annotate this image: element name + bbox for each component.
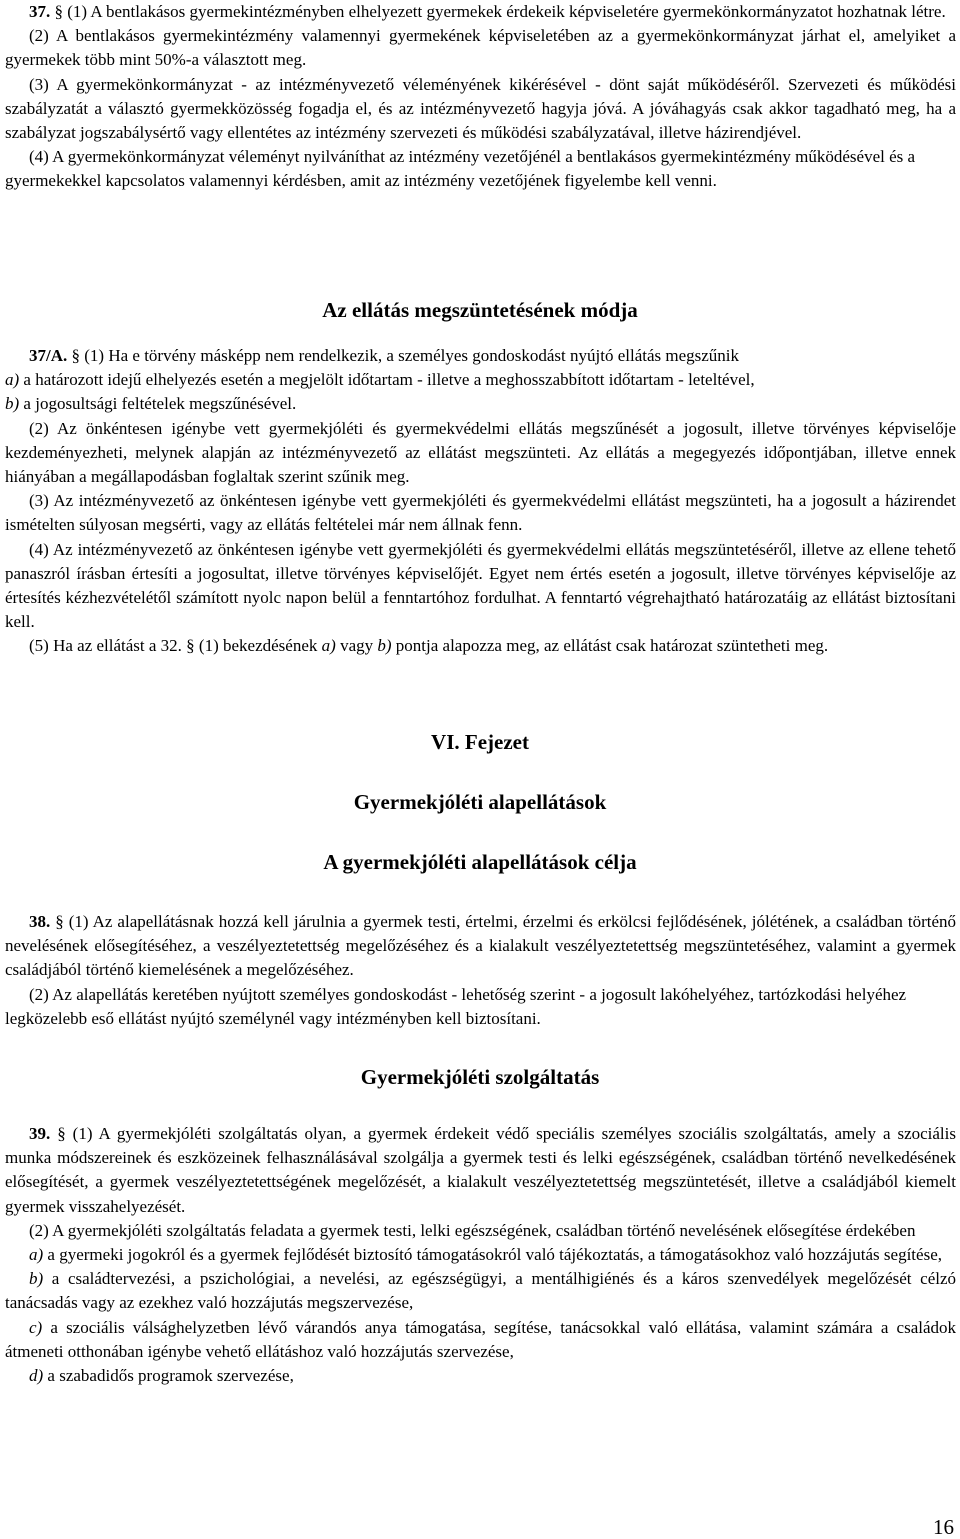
section-number: 38. bbox=[29, 912, 51, 931]
section-39-point-c: c) a szociális válsághelyzetben lévő várandós anya támogatása, segítése, tanácsokkal való ellátása, valamint számára a családok átmeneti otthonában igénybe vehető ellátáshoz való hozzájutás szervezése, bbox=[5, 1317, 957, 1361]
section-38-paragraph-1: 38. § (1) Az alapellátásnak hozzá kell járulnia a gyermek testi, értelmi, érzelmi és erkölcsi fejlődésének, jólétének, a családban történő nevelésének elősegítéséhez, a veszélyeztetettség megelőzéséhez és a kialakult veszélyeztetettség megszüntetéséhez, valamint a gyermek családjából történő kiemelésének a megelőzéséhez. bbox=[5, 912, 957, 980]
section-37a bbox=[5, 344, 956, 659]
section-37a-paragraph-1: 37/A. § (1) Ha e törvény másképp nem rendelkezik, a személyes gondoskodást nyújtó ellátás megszűnik bbox=[29, 346, 740, 365]
section-39-point-a: a) a gyermeki jogokról és a gyermek fejlődését biztosító támogatásokról való tájékoztatás, a támogatásokhoz való hozzájutás segítése, bbox=[29, 1245, 942, 1265]
section-number: 39. bbox=[29, 1124, 51, 1143]
section-37-paragraph-3: (3) A gyermekönkormányzat - az intézményvezető véleményének kikérésével - dönt saját működéséről. Szervezeti és működési szabályzatát a választó gyermekközösség fogadja el, és az intézményvezető hagyja jóvá. A jóváhagyás csak akkor tagadható meg, ha a szabályzat jogszabálysértő vagy ellentétes az intézmény szervezeti és működési szabályzatával, illetve házirendjével. bbox=[5, 74, 956, 143]
heading-ellatas-megszuntetese: Az ellátás megszüntetésének módja bbox=[322, 298, 638, 322]
section-37-paragraph-2: (2) A bentlakásos gyermekintézmény valamennyi gyermekének képviseletében az a gyermekönkormányzat járhat el, amelyiket a gyermekek több mint 50%-a választott meg. bbox=[5, 26, 956, 70]
section-37a-paragraph-5: (5) Ha az ellátást a 32. § (1) bekezdésének a) vagy b) pontja alapozza meg, az ellátást csak határozat szüntetheti meg. bbox=[29, 636, 829, 656]
section-39-paragraph-2: (2) A gyermekjóléti szolgáltatás feladata a gyermek testi, lelki egészségének, családban történő nevelésének elősegítése érdekében bbox=[29, 1220, 916, 1240]
section-39-point-d: d) a szabadidős programok szervezése, bbox=[29, 1366, 294, 1386]
section-37a-paragraph-2: (2) Az önkéntesen igénybe vett gyermekjóléti és gyermekvédelmi ellátás megszűnését a jogosult, illetve törvényes képviselője kezdeményezheti, melynek alapján az intézményvezető az ellátást megszünteti. Az ellátás a megegyezés időpontjában, illetve ennek hiányában a megállapodásban foglaltak szerint szűnik meg. bbox=[5, 418, 956, 487]
section-39 bbox=[5, 1122, 956, 1388]
heading-chapter-vi: VI. Fejezet bbox=[431, 730, 529, 754]
section-38 bbox=[5, 910, 956, 1031]
section-37a-point-b: b) a jogosultsági feltételek megszűnésével. bbox=[5, 394, 297, 414]
section-39-paragraph-1: 39. § (1) A gyermekjóléti szolgáltatás olyan, a gyermek érdekeit védő speciális személyes szociális szolgáltatás, amely a szociális munka módszereinek és eszközeinek felhasználásával szolgálja a gyermek testi és lelki egészségének, családban történő nevelkedésének elősegítését, a gyermek veszélyeztetettségének megelőzését, a kialakult veszélyeztetettség megszüntetését, illetve a családjából kiemelt gyermek visszahelyezését. bbox=[5, 1124, 956, 1216]
section-37a-paragraph-3: (3) Az intézményvezető az önkéntesen igénybe vett gyermekjóléti és gyermekvédelmi ellátást megszünteti, ha a jogosult a házirendet ismételten súlyosan megsérti, vagy az ellátás feltételei már nem állnak fenn. bbox=[5, 491, 956, 535]
section-37a-point-a: a) a határozott idejű elhelyezés esetén a megjelölt időtartam - illetve a meghosszabbított időtartam - leteltével, bbox=[5, 370, 755, 390]
page-number: 16 bbox=[933, 1515, 954, 1539]
section-38-paragraph-2: (2) Az alapellátás keretében nyújtott személyes gondoskodást - lehetőség szerint - a jogosult lakóhelyéhez, tartózkodási helyéhez legközelebb eső ellátást nyújtó személynél vagy intézményben kell biztosítani. bbox=[5, 984, 907, 1028]
section-number: 37/A. bbox=[29, 346, 68, 365]
section-39-point-b: b) a családtervezési, a pszichológiai, a nevelési, az egészségügyi, a mentálhigiénés és a káros szenvedélyek megelőzését célzó tanácsadás vagy az ezekhez való hozzájutás megszervezése, bbox=[5, 1269, 957, 1313]
heading-alapellatasok-celja: A gyermekjóléti alapellátások célja bbox=[323, 850, 637, 874]
section-37 bbox=[5, 0, 956, 194]
section-37-paragraph-4: (4) A gyermekönkormányzat véleményt nyilváníthat az intézmény vezetőjénél a bentlakásos gyermekintézmény működésével és a gyermekekkel kapcsolatos valamennyi kérdésben, amit az intézmény vezetőjének figyelembe kell venni. bbox=[5, 147, 916, 191]
section-37a-paragraph-4: (4) Az intézményvezető az önkéntesen igénybe vett gyermekjóléti és gyermekvédelmi ellátás megszüntetéséről, illetve az ellene tehető panaszról írásban értesíti a jogosultat, illetve törvényes képviselőjét. Egyet nem értés esetén a jogosult, illetve törvényes képviselője az értesítés kézhezvételétől számított nyolc napon belül a fenntartóhoz fordulhat. A fenntartó végrehajtható határozatáig az ellátást biztosítani kell. bbox=[5, 539, 956, 632]
heading-gyermekjoleti-alapellatasok: Gyermekjóléti alapellátások bbox=[353, 790, 607, 814]
heading-gyermekjoleti-szolgaltatas: Gyermekjóléti szolgáltatás bbox=[360, 1065, 600, 1089]
section-37-paragraph-1: 37. § (1) A bentlakásos gyermekintézményben elhelyezett gyermekek érdekeik képviseletére gyermekönkormányzatot hozhatnak létre. bbox=[29, 2, 946, 21]
section-number: 37. bbox=[29, 2, 51, 21]
